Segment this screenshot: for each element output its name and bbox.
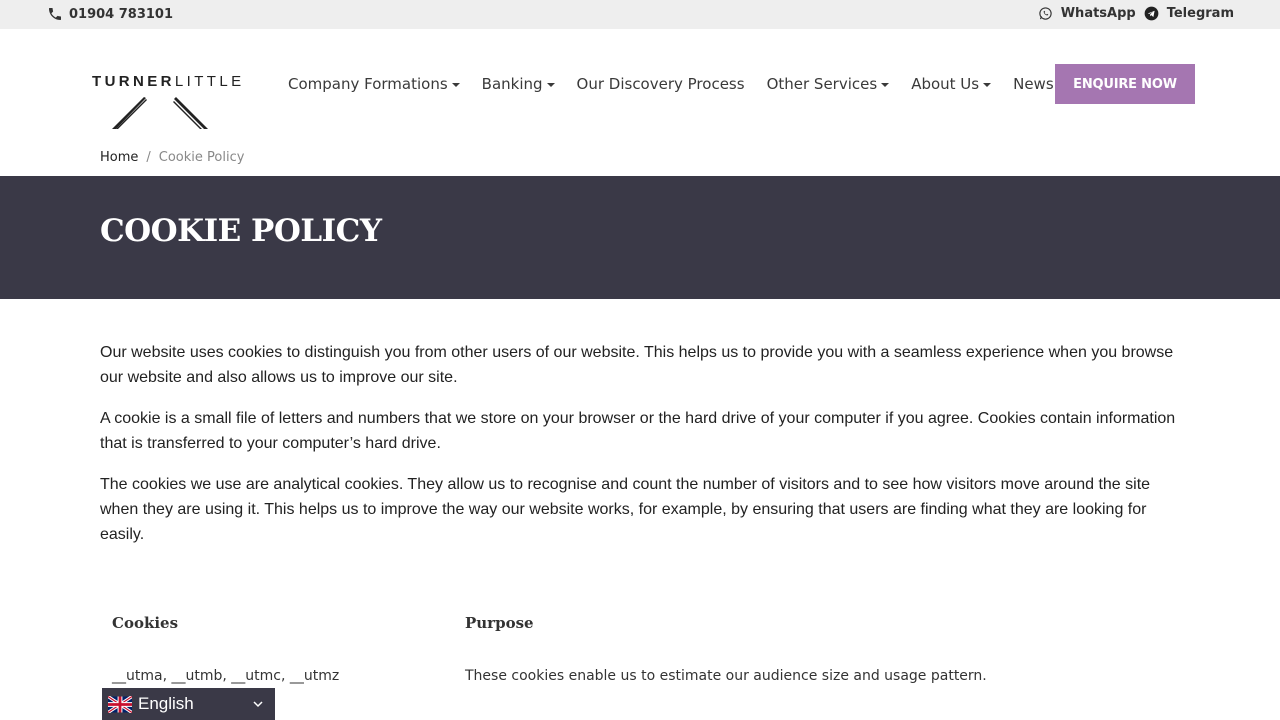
breadcrumb-home[interactable]: Home bbox=[100, 150, 139, 165]
nav-discovery-process[interactable]: Our Discovery Process bbox=[576, 75, 745, 93]
policy-content bbox=[100, 340, 1185, 563]
column-header-cookies: Cookies bbox=[112, 614, 179, 632]
caret-down-icon bbox=[547, 83, 555, 87]
column-header-purpose: Purpose bbox=[465, 614, 534, 632]
breadcrumb-separator: / bbox=[146, 150, 151, 165]
logo-text-bold: TURNER bbox=[92, 73, 175, 90]
caret-down-icon bbox=[452, 83, 460, 87]
telegram-label: Telegram bbox=[1166, 6, 1234, 21]
cookie-purpose-cell: These cookies enable us to estimate our audience size and usage pattern. bbox=[465, 668, 987, 684]
logo-text-light: LITTLE bbox=[174, 73, 245, 90]
page-hero bbox=[0, 176, 1280, 299]
telegram-icon bbox=[1144, 6, 1159, 21]
uk-flag-icon bbox=[108, 696, 132, 713]
breadcrumb bbox=[100, 150, 244, 165]
main-nav bbox=[288, 73, 1076, 95]
logo-mark-icon bbox=[108, 89, 218, 129]
cookie-names-cell: __utma, __utmb, __utmc, __utmz bbox=[112, 668, 340, 684]
top-bar bbox=[0, 0, 1280, 29]
language-label: English bbox=[138, 694, 194, 713]
nav-about-us[interactable]: About Us bbox=[911, 75, 991, 93]
caret-down-icon bbox=[983, 83, 991, 87]
caret-down-icon bbox=[881, 83, 889, 87]
enquire-now-button[interactable]: ENQUIRE NOW bbox=[1055, 64, 1195, 104]
page-title: COOKIE POLICY bbox=[100, 213, 382, 249]
phone-number: 01904 783101 bbox=[69, 6, 174, 22]
nav-news[interactable]: News bbox=[1013, 75, 1054, 93]
paragraph: A cookie is a small file of letters and numbers that we store on your browser or the hard drive of your computer if you agree. Cookies contain information that is transferred to your computer’s hard drive. bbox=[100, 410, 1176, 452]
whatsapp-link[interactable] bbox=[1038, 6, 1136, 21]
paragraph: The cookies we use are analytical cookies. They allow us to recognise and count the number of visitors and to see how visitors move around the site when they are using it. This helps us to improve the way our website works, for example, by ensuring that users are finding what they are looking for easily. bbox=[100, 476, 1151, 543]
chevron-down-icon bbox=[253, 699, 263, 709]
paragraph: Our website uses cookies to distinguish you from other users of our website. This helps us to provide you with a seamless experience when you browse our website and also allows us to improve our site. bbox=[100, 344, 1174, 386]
language-selector[interactable] bbox=[102, 688, 275, 720]
breadcrumb-current: Cookie Policy bbox=[158, 150, 245, 165]
phone-icon bbox=[47, 6, 63, 22]
site-header bbox=[0, 29, 1280, 147]
nav-banking[interactable]: Banking bbox=[482, 75, 555, 93]
telegram-link[interactable] bbox=[1144, 6, 1234, 21]
whatsapp-label: WhatsApp bbox=[1060, 6, 1136, 21]
phone-link[interactable] bbox=[47, 6, 173, 22]
turner-little-logo[interactable] bbox=[92, 73, 245, 129]
nav-other-services[interactable]: Other Services bbox=[767, 75, 890, 93]
whatsapp-icon bbox=[1038, 6, 1053, 21]
nav-company-formations[interactable]: Company Formations bbox=[288, 75, 460, 93]
